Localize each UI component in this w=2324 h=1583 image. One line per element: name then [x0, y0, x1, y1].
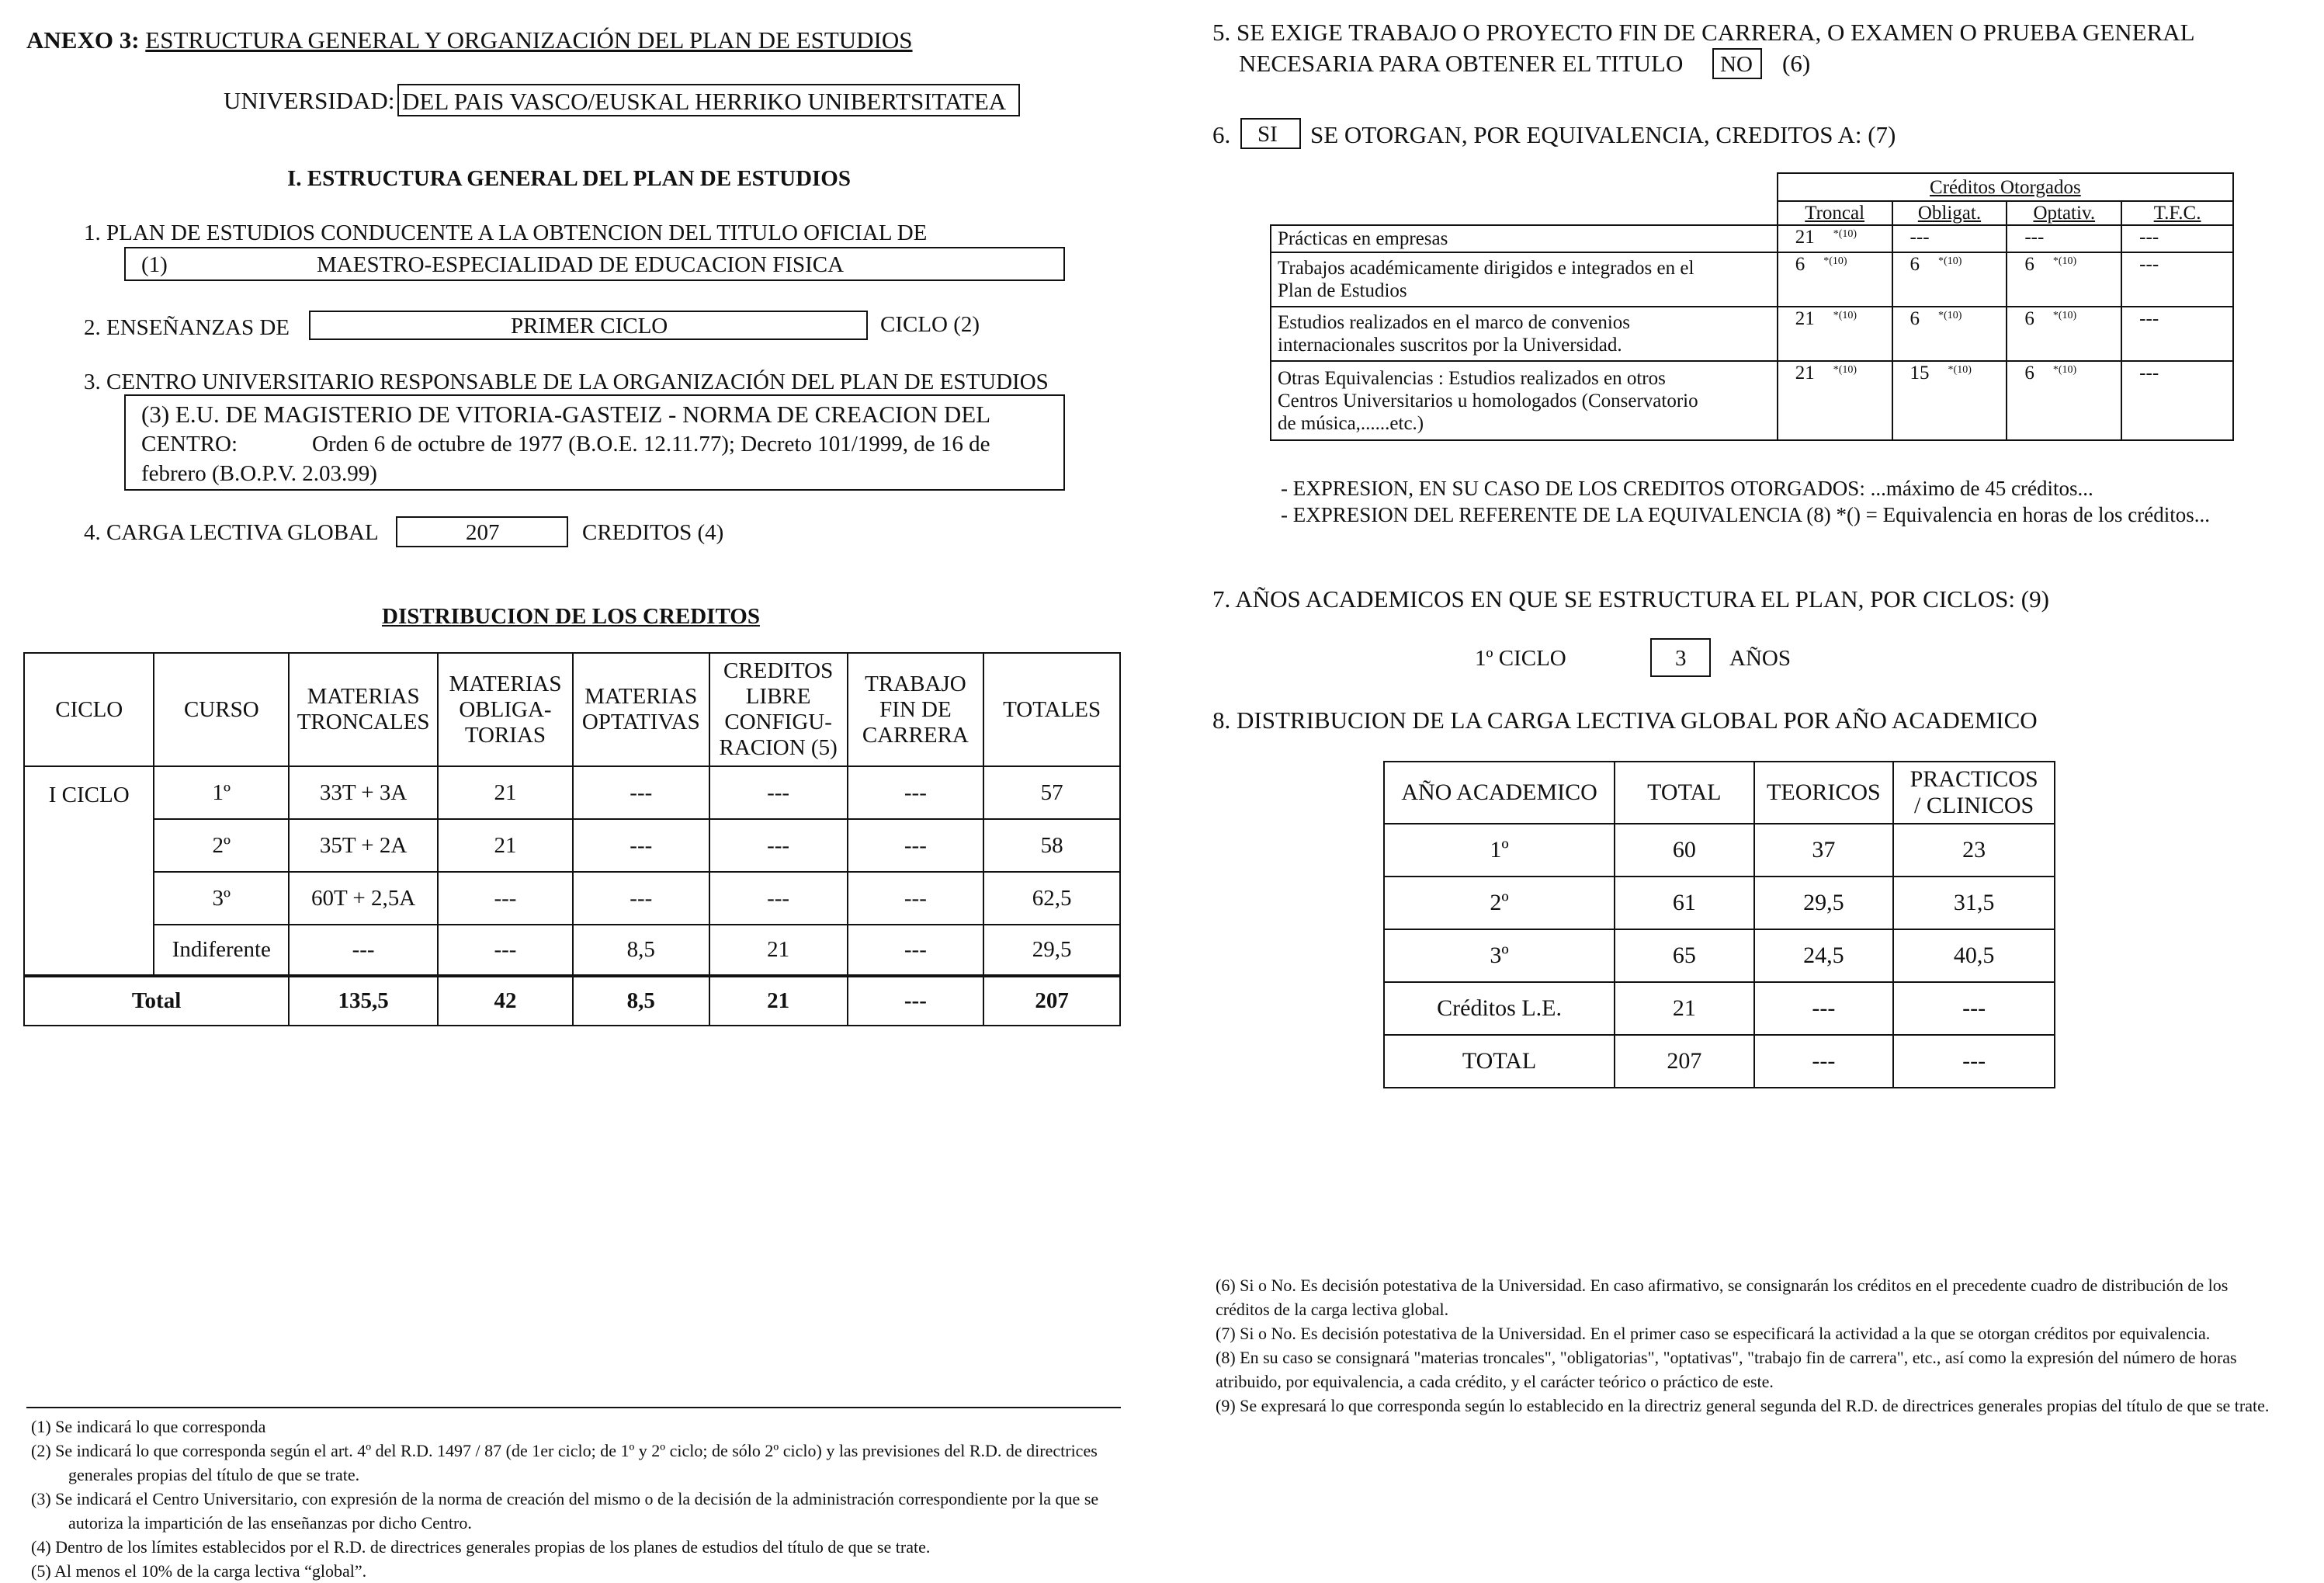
dist-h-troncales	[289, 653, 438, 766]
table-row	[1384, 877, 2055, 929]
dist-troncales: 60T + 2,5A	[289, 872, 438, 925]
cred-value: 6	[1909, 308, 1920, 329]
table-row	[1384, 982, 2055, 1035]
cred-row-label	[1271, 225, 1778, 252]
table-row	[24, 766, 1120, 819]
section-title: I. ESTRUCTURA GENERAL DEL PLAN DE ESTUDIOS	[287, 166, 851, 191]
dist-totales: 57	[983, 766, 1120, 819]
cred-value: ---	[2139, 363, 2159, 384]
item7-ciclo: 1º CICLO	[1475, 646, 1566, 671]
carga-cell: Créditos L.E.	[1384, 982, 1615, 1035]
dist-h-optativas-l2: OPTATIVAS	[581, 710, 700, 734]
item4-value: 207	[466, 520, 500, 545]
carga-cell: 23	[1893, 824, 2055, 877]
carga-lectiva-table	[1383, 761, 2055, 1088]
carga-cell: 1º	[1384, 824, 1615, 877]
carga-cell: 24,5	[1754, 929, 1894, 982]
table-row	[1384, 824, 2055, 877]
footnote: (6) Si o No. Es decisión potestativa de la Universidad. En caso afirmativo, se consignarán los créditos en el precedente cuadro de distribución de los créditos de la carga lectiva global.	[1216, 1276, 2229, 1319]
cred-value: 21	[1795, 308, 1815, 329]
carga-h-practicos-l2: / CLINICOS	[1914, 793, 2034, 818]
dist-h-curso: CURSO	[154, 653, 289, 766]
dist-h-totales: TOTALES	[983, 653, 1120, 766]
cred-cell	[1778, 225, 1892, 252]
dist-curso: Indiferente	[154, 925, 289, 976]
item4-box	[396, 516, 568, 547]
carga-cell: 37	[1754, 824, 1894, 877]
item1-value: MAESTRO-ESPECIALIDAD DE EDUCACION FISICA	[317, 252, 845, 277]
cred-value: 21	[1795, 227, 1815, 248]
carga-cell: 65	[1615, 929, 1753, 982]
cred-value: 15	[1909, 363, 1930, 384]
left-footnote-divider	[26, 1407, 1121, 1408]
item2-label: 2. ENSEÑANZAS DE	[84, 315, 290, 340]
dist-optativas: 8,5	[573, 925, 709, 976]
item6-label: SE OTORGAN, POR EQUIVALENCIA, CREDITOS A: (7)	[1310, 121, 1896, 148]
dist-totales: 62,5	[983, 872, 1120, 925]
cred-cell	[1892, 252, 2007, 307]
dist-total-libre: 21	[709, 976, 848, 1026]
cred-value: ---	[2139, 227, 2159, 248]
dist-trabajo: ---	[848, 819, 984, 872]
item1-box	[124, 247, 1065, 281]
item2-box	[309, 311, 868, 340]
item2-suffix: CICLO (2)	[880, 312, 980, 337]
universidad-label: UNIVERSIDAD:	[224, 87, 395, 114]
cred-row-label-line: Trabajos académicamente dirigidos e integrados en el	[1278, 258, 1694, 279]
dist-total-obligatorias: 42	[438, 976, 573, 1026]
item5-line1: 5. SE EXIGE TRABAJO O PROYECTO FIN DE CARRERA, O EXAMEN O PRUEBA GENERAL	[1212, 19, 2195, 46]
cred-note-mark: *(10)	[2052, 310, 2077, 321]
cred-value: 6	[2024, 254, 2034, 275]
cred-note-mark: *(10)	[1823, 255, 1847, 267]
cred-row-label-line: Plan de Estudios	[1278, 280, 1407, 301]
carga-cell: 61	[1615, 877, 1753, 929]
cred-col-obligat: Obligat.	[1892, 201, 2007, 225]
carga-h-practicos	[1893, 762, 2055, 824]
cred-row-label-line: internacionales suscritos por la Universidad.	[1278, 335, 1622, 356]
cred-cell	[2121, 307, 2233, 361]
dist-totales: 29,5	[983, 925, 1120, 976]
cred-cell	[1892, 307, 2007, 361]
item6-prefix: 6.	[1212, 121, 1231, 148]
cred-note-mark: *(10)	[1948, 364, 1972, 376]
item3-box	[124, 394, 1065, 491]
dist-h-libre-l4: RACION (5)	[719, 735, 838, 760]
footnote: (8) En su caso se consignará "materias troncales", "obligatorias", "optativas", "trabajo fin de carrera", etc., así como la expresión del número de horas atribuido, por equivalencia, a cada crédito, y el carácter teórico o práctico de este.	[1216, 1348, 2237, 1391]
dist-trabajo: ---	[848, 925, 984, 976]
dist-libre: ---	[709, 872, 848, 925]
dist-libre: ---	[709, 766, 848, 819]
creditos-otorgados-table	[1270, 172, 2234, 441]
item7-label: 7. AÑOS ACADEMICOS EN QUE SE ESTRUCTURA EL PLAN, POR CICLOS: (9)	[1212, 585, 2049, 613]
footnote: (1) Se indicará lo que corresponda	[31, 1417, 266, 1436]
anexo-title: ESTRUCTURA GENERAL Y ORGANIZACIÓN DEL PLAN DE ESTUDIOS	[145, 26, 913, 54]
dist-h-ciclo: CICLO	[24, 653, 154, 766]
carga-cell: ---	[1754, 982, 1894, 1035]
table-row	[1271, 361, 2233, 440]
cred-value: 6	[2024, 363, 2034, 384]
dist-curso: 1º	[154, 766, 289, 819]
dist-obligatorias: 21	[438, 819, 573, 872]
dist-total-optativas: 8,5	[573, 976, 709, 1026]
table-row	[1384, 929, 2055, 982]
cred-row-label	[1271, 252, 1778, 307]
dist-h-optativas-l1: MATERIAS	[584, 684, 698, 709]
cred-cell	[1778, 307, 1892, 361]
footnote: (3) Se indicará el Centro Universitario, con expresión de la norma de creación del mismo o de la decisión de la administración correspondiente por la que se autoriza la impartición de las enseñanzas por dicho Centro.	[31, 1489, 1099, 1533]
expresion-creditos: - EXPRESION, EN SU CASO DE LOS CREDITOS OTORGADOS: ...máximo de 45 créditos...	[1281, 477, 2093, 500]
dist-header-row	[24, 653, 1120, 766]
item6-box	[1240, 118, 1301, 149]
anexo-label: ANEXO 3:	[26, 26, 140, 54]
dist-ciclo-cell: I CICLO	[24, 766, 154, 976]
dist-curso: 3º	[154, 872, 289, 925]
right-footnotes	[1216, 1273, 2279, 1418]
dist-h-troncales-l2: TRONCALES	[297, 710, 430, 734]
cred-value: ---	[2139, 308, 2159, 329]
carga-cell: 2º	[1384, 877, 1615, 929]
dist-total-troncales: 135,5	[289, 976, 438, 1026]
dist-obligatorias: ---	[438, 872, 573, 925]
dist-optativas: ---	[573, 819, 709, 872]
dist-h-optativas	[573, 653, 709, 766]
dist-h-obligatorias	[438, 653, 573, 766]
dist-h-trabajo-l2: FIN DE	[879, 696, 952, 722]
cred-row-label	[1271, 361, 1778, 440]
dist-trabajo: ---	[848, 766, 984, 819]
dist-obligatorias: ---	[438, 925, 573, 976]
item8-label: 8. DISTRIBUCION DE LA CARGA LECTIVA GLOBAL POR AÑO ACADEMICO	[1212, 706, 2038, 734]
footnote: (5) Al menos el 10% de la carga lectiva “global”.	[31, 1561, 367, 1581]
cred-corner	[1271, 173, 1778, 201]
carga-cell: 29,5	[1754, 877, 1894, 929]
dist-h-libre-l1: CREDITOS	[723, 658, 834, 683]
cred-row-label-line: Estudios realizados en el marco de convenios	[1278, 312, 1631, 333]
dist-h-troncales-l1: MATERIAS	[307, 684, 420, 709]
cred-note-mark: *(10)	[1938, 255, 1962, 267]
cred-cell	[1892, 225, 2007, 252]
dist-libre: ---	[709, 819, 848, 872]
universidad-box	[397, 84, 1020, 116]
cred-cell	[2007, 225, 2121, 252]
item3-line1: (3) E.U. DE MAGISTERIO DE VITORIA-GASTEIZ - NORMA DE CREACION DEL	[141, 401, 991, 428]
footnote: (2) Se indicará lo que corresponda según el art. 4º del R.D. 1497 / 87 (de 1er ciclo; de 1º y 2º ciclo; de sólo 2º ciclo) y las previsiones del R.D. de directrices generales propias del título de que se trate.	[31, 1441, 1098, 1484]
carga-cell: 40,5	[1893, 929, 2055, 982]
table-row	[1271, 307, 2233, 361]
cred-value: ---	[2024, 227, 2045, 248]
cred-cell	[2007, 361, 2121, 440]
cred-value: ---	[2139, 254, 2159, 275]
dist-h-trabajo-l3: CARRERA	[862, 722, 969, 748]
cred-cell	[2007, 307, 2121, 361]
dist-trabajo: ---	[848, 872, 984, 925]
dist-obligatorias: 21	[438, 766, 573, 819]
item1-label: 1. PLAN DE ESTUDIOS CONDUCENTE A LA OBTENCION DEL TITULO OFICIAL DE	[84, 220, 928, 245]
cred-note-mark: *(10)	[1833, 228, 1857, 240]
carga-cell: 31,5	[1893, 877, 2055, 929]
cred-note-mark: *(10)	[1833, 310, 1857, 321]
cred-note-mark: *(10)	[2052, 255, 2077, 267]
cred-note-mark: *(10)	[1833, 364, 1857, 376]
table-row	[24, 872, 1120, 925]
carga-cell: 21	[1615, 982, 1753, 1035]
cred-note-mark: *(10)	[2052, 364, 2077, 376]
cred-col-troncal: Troncal	[1778, 201, 1892, 225]
expresion-referente: - EXPRESION DEL REFERENTE DE LA EQUIVALENCIA (8) *() = Equivalencia en horas de los créditos...	[1281, 503, 2211, 526]
carga-cell: 207	[1615, 1035, 1753, 1088]
dist-curso: 2º	[154, 819, 289, 872]
cred-col-row	[1271, 201, 2233, 225]
item5-box	[1712, 48, 1762, 79]
carga-cell: ---	[1893, 982, 2055, 1035]
item7-suffix: AÑOS	[1729, 646, 1791, 671]
dist-h-obligatorias-l1: MATERIAS	[449, 671, 562, 696]
item6-value: SI	[1257, 122, 1278, 147]
cred-note-mark: *(10)	[1938, 310, 1962, 321]
dist-total-totales: 207	[983, 976, 1120, 1026]
dist-libre: 21	[709, 925, 848, 976]
carga-cell: 60	[1615, 824, 1753, 877]
item5-line2: NECESARIA PARA OBTENER EL TITULO	[1239, 50, 1684, 77]
item3-line2a: CENTRO:	[141, 432, 238, 457]
cred-top-row	[1271, 173, 2233, 201]
carga-header-row	[1384, 762, 2055, 824]
footnote: (9) Se expresará lo que corresponda según lo establecido en la directriz general segunda del R.D. de directrices generales propias del título de que se trate.	[1216, 1396, 2270, 1415]
item7-box	[1650, 638, 1711, 677]
carga-h-ano: AÑO ACADEMICO	[1384, 762, 1615, 824]
table-row	[1271, 252, 2233, 307]
anexo-heading	[26, 26, 913, 54]
dist-h-obligatorias-l2: OBLIGA-	[459, 696, 552, 722]
item1-ref: (1)	[141, 252, 168, 277]
dist-troncales: 33T + 3A	[289, 766, 438, 819]
dist-h-libre-l2: LIBRE	[745, 684, 811, 709]
cred-value: 6	[1909, 254, 1920, 275]
item3-label: 3. CENTRO UNIVERSITARIO RESPONSABLE DE LA ORGANIZACIÓN DEL PLAN DE ESTUDIOS	[84, 370, 1049, 394]
carga-cell: TOTAL	[1384, 1035, 1615, 1088]
distribucion-table	[23, 652, 1121, 1026]
universidad-value: DEL PAIS VASCO/EUSKAL HERRIKO UNIBERTSITATEA	[402, 88, 1007, 115]
carga-h-teoricos: TEORICOS	[1754, 762, 1894, 824]
dist-h-trabajo-l1: TRABAJO	[865, 671, 966, 696]
cred-row-label-line: Prácticas en empresas	[1278, 228, 1448, 249]
left-footnotes	[31, 1415, 1118, 1583]
cred-value: 6	[2024, 308, 2034, 329]
dist-title: DISTRIBUCION DE LOS CREDITOS	[382, 604, 760, 629]
dist-total-trabajo: ---	[848, 976, 984, 1026]
cred-cell	[2121, 225, 2233, 252]
item7-value: 3	[1675, 646, 1687, 671]
carga-cell: 3º	[1384, 929, 1615, 982]
item4-label: 4. CARGA LECTIVA GLOBAL	[84, 520, 379, 545]
carga-cell: ---	[1754, 1035, 1894, 1088]
carga-h-total: TOTAL	[1615, 762, 1753, 824]
dist-total-row	[24, 976, 1120, 1026]
dist-optativas: ---	[573, 872, 709, 925]
cred-value: ---	[1909, 227, 1930, 248]
cred-corner-2	[1271, 201, 1778, 225]
cred-value: 6	[1795, 254, 1805, 275]
cred-value: 21	[1795, 363, 1815, 384]
item4-suffix: CREDITOS (4)	[582, 520, 724, 545]
item2-value: PRIMER CICLO	[511, 314, 668, 338]
dist-h-obligatorias-l3: TORIAS	[464, 722, 546, 748]
table-row	[1384, 1035, 2055, 1088]
table-row	[1271, 225, 2233, 252]
cred-row-label-line: de música,......etc.)	[1278, 412, 1424, 434]
dist-h-libre	[709, 653, 848, 766]
cred-cell	[2121, 252, 2233, 307]
item5-ref: (6)	[1782, 50, 1811, 77]
cred-cell	[1892, 361, 2007, 440]
dist-total-label: Total	[24, 976, 289, 1026]
table-row	[24, 925, 1120, 976]
dist-totales: 58	[983, 819, 1120, 872]
cred-cell	[1778, 252, 1892, 307]
cred-row-label	[1271, 307, 1778, 361]
dist-h-trabajo	[848, 653, 984, 766]
footnote: (4) Dentro de los límites establecidos por el R.D. de directrices generales propias de los planes de estudios del título de que se trate.	[31, 1537, 931, 1557]
cred-cell	[2007, 252, 2121, 307]
cred-row-label-line: Centros Universitarios u homologados (Conservatorio	[1278, 390, 1698, 411]
dist-troncales: 35T + 2A	[289, 819, 438, 872]
cred-header: Créditos Otorgados	[1778, 173, 2233, 201]
cred-row-label-line: Otras Equivalencias : Estudios realizados en otros	[1278, 367, 1666, 389]
cred-cell	[2121, 361, 2233, 440]
footnote: (7) Si o No. Es decisión potestativa de la Universidad. En el primer caso se especificará la actividad a la que se otorgan créditos por equivalencia.	[1216, 1324, 2211, 1343]
carga-h-practicos-l1: PRACTICOS	[1909, 766, 2038, 792]
item5-value: NO	[1720, 52, 1753, 77]
item3-line3: febrero (B.O.P.V. 2.03.99)	[141, 461, 377, 486]
dist-optativas: ---	[573, 766, 709, 819]
table-row	[24, 819, 1120, 872]
cred-col-tfc: T.F.C.	[2121, 201, 2233, 225]
carga-cell: ---	[1893, 1035, 2055, 1088]
dist-h-libre-l3: CONFIGU-	[724, 710, 832, 734]
item3-line2b: Orden 6 de octubre de 1977 (B.O.E. 12.11.77); Decreto 101/1999, de 16 de	[312, 432, 990, 457]
cred-col-optativ: Optativ.	[2007, 201, 2121, 225]
cred-cell	[1778, 361, 1892, 440]
dist-troncales: ---	[289, 925, 438, 976]
